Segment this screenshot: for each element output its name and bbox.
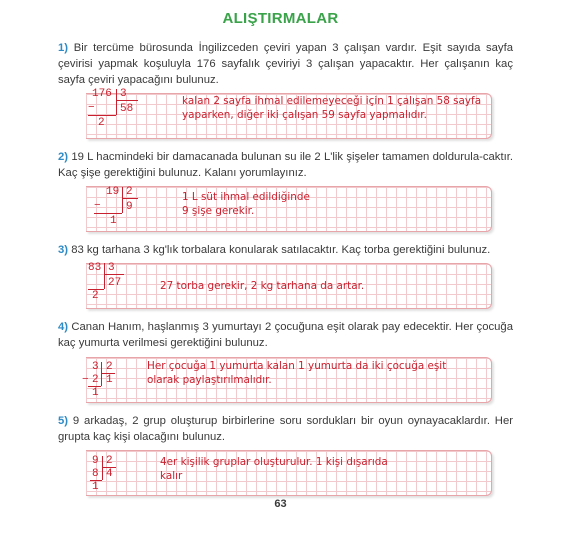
answer-line: kalan 2 sayfa ihmal edilemeyeceği için 1 çalışan 58 sayfa <box>182 95 482 107</box>
question-number: 2) <box>58 151 69 163</box>
quotient: 4 <box>106 468 113 480</box>
minus-sign: − <box>82 374 89 386</box>
answer-5 <box>160 455 388 483</box>
answer-line: 9 şişe gerekir. <box>182 205 255 217</box>
divisor: 2 <box>126 186 133 198</box>
question-3 <box>58 242 513 258</box>
answer-line: 27 torba gerekir, 2 kg tarhana da artar. <box>160 280 365 292</box>
remainder: 1 <box>92 387 99 399</box>
answer-4 <box>147 359 446 387</box>
question-text: 19 L hacmindeki bir damacanada bulunan su ile 2 L'lik şişeler tamamen doldurula-caktır. Kaç şişe gerektiğini bulunuz. Kalanı yorumlayınız. <box>58 151 513 179</box>
quotient: 58 <box>120 103 134 115</box>
answer-line: yaparken, diğer iki çalışan 59 sayfa yapmalıdır. <box>182 109 427 121</box>
answer-line: kalır <box>160 470 183 482</box>
dividend: 176 <box>92 88 112 100</box>
question-5 <box>58 413 513 445</box>
answer-line: 4er kişilik gruplar oluşturulur. 1 kişi dışarıda <box>160 456 388 468</box>
answer-3 <box>160 279 364 293</box>
answer-2 <box>182 190 310 218</box>
remainder: 1 <box>110 215 117 227</box>
divisor: 2 <box>106 361 113 373</box>
question-text: Canan Hanım, haşlanmış 3 yumurtayı 2 çocuğuna eşit olarak pay edecektir. Her çocuğa kaç yumurta verilmesi gerektiğini bulunuz. <box>58 321 513 349</box>
question-number: 4) <box>58 321 69 333</box>
question-1 <box>58 40 513 88</box>
quotient: 27 <box>108 277 122 289</box>
minus-sign: − <box>88 102 95 114</box>
divisor: 3 <box>120 88 127 100</box>
remainder: 2 <box>98 117 105 129</box>
remainder: 1 <box>92 481 99 493</box>
question-number: 3) <box>58 244 69 256</box>
divisor: 3 <box>108 262 115 274</box>
answer-line: 1 L süt ihmal edildiğinde <box>182 191 310 203</box>
page-title: ALIŞTIRMALAR <box>222 10 339 27</box>
question-text: 83 kg tarhana 3 kg'lık torbalara konularak satılacaktır. Kaç torba gerektiğini bulunuz. <box>71 244 491 256</box>
question-4 <box>58 319 513 351</box>
answer-1 <box>182 94 481 122</box>
question-text: Bir tercüme bürosunda İngilizceden çeviri yapan 3 çalışan vardır. Eşit sayıda sayfa çevirisi yapmak koşuluyla 176 sayfalık çeviriyi 3 çalışan yapacaktır. Her çalışanın kaç sayfa çeviri yapacağını bulunuz. <box>58 42 514 86</box>
answer-line: Her çocuğa 1 yumurta kalan 1 yumurta da iki çocuğa eşit <box>147 360 447 372</box>
question-text: 9 arkadaş, 2 grup oluşturup birbirlerine soru sordukları bir oyun oynayacaklardır. Her grupta kaç kişi olacağını bulunuz. <box>58 415 514 443</box>
subtracted: 8 <box>92 468 99 480</box>
question-2 <box>58 149 513 181</box>
question-number: 5) <box>58 415 69 427</box>
quotient: 9 <box>126 201 133 213</box>
dividend: 19 <box>106 186 120 198</box>
subtracted: 2 <box>92 374 99 386</box>
page-number: 63 <box>274 498 287 510</box>
quotient: 1 <box>106 374 113 386</box>
dividend: 83 <box>88 262 102 274</box>
dividend: 9 <box>92 455 99 467</box>
minus-sign: − <box>94 200 101 212</box>
remainder: 2 <box>92 290 99 302</box>
question-number: 1) <box>58 42 69 54</box>
dividend: 3 <box>92 361 99 373</box>
divisor: 2 <box>106 455 113 467</box>
answer-line: olarak paylaştırılmalıdır. <box>147 374 272 386</box>
